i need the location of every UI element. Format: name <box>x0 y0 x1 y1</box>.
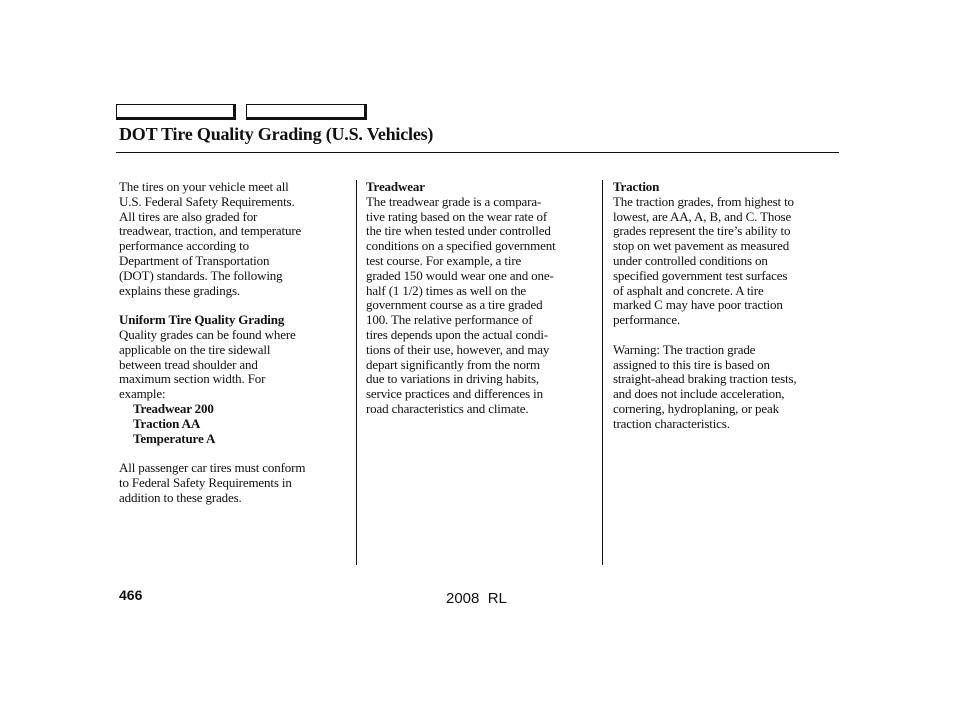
warning-line: traction characteristics. <box>613 415 730 431</box>
column-divider <box>602 180 603 565</box>
traction-line: performance. <box>613 312 681 328</box>
intro-line: U.S. Federal Safety Requirements. <box>119 193 295 209</box>
traction-line: of asphalt and concrete. A tire <box>613 282 764 298</box>
treadwear-line: tions of their use, however, and may <box>366 341 550 357</box>
traction-heading: Traction <box>613 179 660 194</box>
warning-line: straight-ahead braking traction tests, <box>613 371 797 387</box>
traction-line: lowest, are AA, A, B, and C. Those <box>613 208 792 224</box>
column-intro <box>119 180 351 506</box>
closing-line: All passenger car tires must conform <box>119 460 306 476</box>
treadwear-line: half (1 1/2) times as well on the <box>366 282 527 298</box>
traction-line: under controlled conditions on <box>613 252 768 268</box>
traction-line: specified government test surfaces <box>613 267 788 283</box>
treadwear-line: graded 150 would wear one and one- <box>366 267 554 283</box>
column-treadwear <box>366 180 598 417</box>
title-rule <box>116 152 839 153</box>
uniform-line: Quality grades can be found where <box>119 326 296 342</box>
example-traction: Traction AA <box>133 415 201 431</box>
column-traction <box>613 180 845 432</box>
footer-model: 2008 RL <box>446 590 507 607</box>
uniform-line: applicable on the tire sidewall <box>119 341 271 357</box>
intro-line: (DOT) standards. The following <box>119 267 283 283</box>
treadwear-line: test course. For example, a tire <box>366 252 522 268</box>
uniform-line: maximum section width. For <box>119 371 266 387</box>
treadwear-line: tires depends upon the actual condi- <box>366 326 548 342</box>
paragraph-gap <box>119 446 351 461</box>
column-divider <box>356 180 357 565</box>
intro-line: All tires are also graded for <box>119 208 258 224</box>
section-tab-1 <box>116 104 236 120</box>
traction-line: marked C may have poor traction <box>613 297 783 313</box>
intro-line: Department of Transportation <box>119 252 270 268</box>
warning-line: Warning: The traction grade <box>613 341 756 357</box>
paragraph-gap <box>613 328 845 343</box>
treadwear-heading: Treadwear <box>366 179 425 194</box>
warning-line: and does not include acceleration, <box>613 386 785 402</box>
treadwear-line: 100. The relative performance of <box>366 312 533 328</box>
example-temperature: Temperature A <box>133 430 216 446</box>
closing-line: addition to these grades. <box>119 489 242 505</box>
traction-line: stop on wet pavement as measured <box>613 238 790 254</box>
traction-line: grades represent the tire’s ability to <box>613 223 791 239</box>
uniform-line: between tread shoulder and <box>119 356 258 372</box>
intro-line: explains these gradings. <box>119 282 240 298</box>
intro-line: treadwear, traction, and temperature <box>119 223 302 239</box>
treadwear-line: The treadwear grade is a compara- <box>366 193 542 209</box>
section-tab-2 <box>246 104 367 120</box>
closing-line: to Federal Safety Requirements in <box>119 474 292 490</box>
treadwear-line: due to variations in driving habits, <box>366 371 539 387</box>
intro-line: performance according to <box>119 238 249 254</box>
traction-line: The traction grades, from highest to <box>613 193 794 209</box>
treadwear-line: government course as a tire graded <box>366 297 543 313</box>
treadwear-line: the tire when tested under controlled <box>366 223 551 239</box>
uniform-line: example: <box>119 386 166 402</box>
example-treadwear: Treadwear 200 <box>133 400 214 416</box>
treadwear-line: road characteristics and climate. <box>366 400 529 416</box>
treadwear-line: depart significantly from the norm <box>366 356 540 372</box>
intro-line: The tires on your vehicle meet all <box>119 179 289 194</box>
page-title: DOT Tire Quality Grading (U.S. Vehicles) <box>119 124 434 144</box>
treadwear-line: tive rating based on the wear rate of <box>366 208 548 224</box>
warning-line: assigned to this tire is based on <box>613 356 770 372</box>
paragraph-gap <box>119 298 351 313</box>
warning-line: cornering, hydroplaning, or peak <box>613 400 779 416</box>
treadwear-line: service practices and differences in <box>366 386 543 402</box>
page-number: 466 <box>119 587 143 603</box>
uniform-grading-heading: Uniform Tire Quality Grading <box>119 312 285 328</box>
treadwear-line: conditions on a specified government <box>366 238 556 254</box>
